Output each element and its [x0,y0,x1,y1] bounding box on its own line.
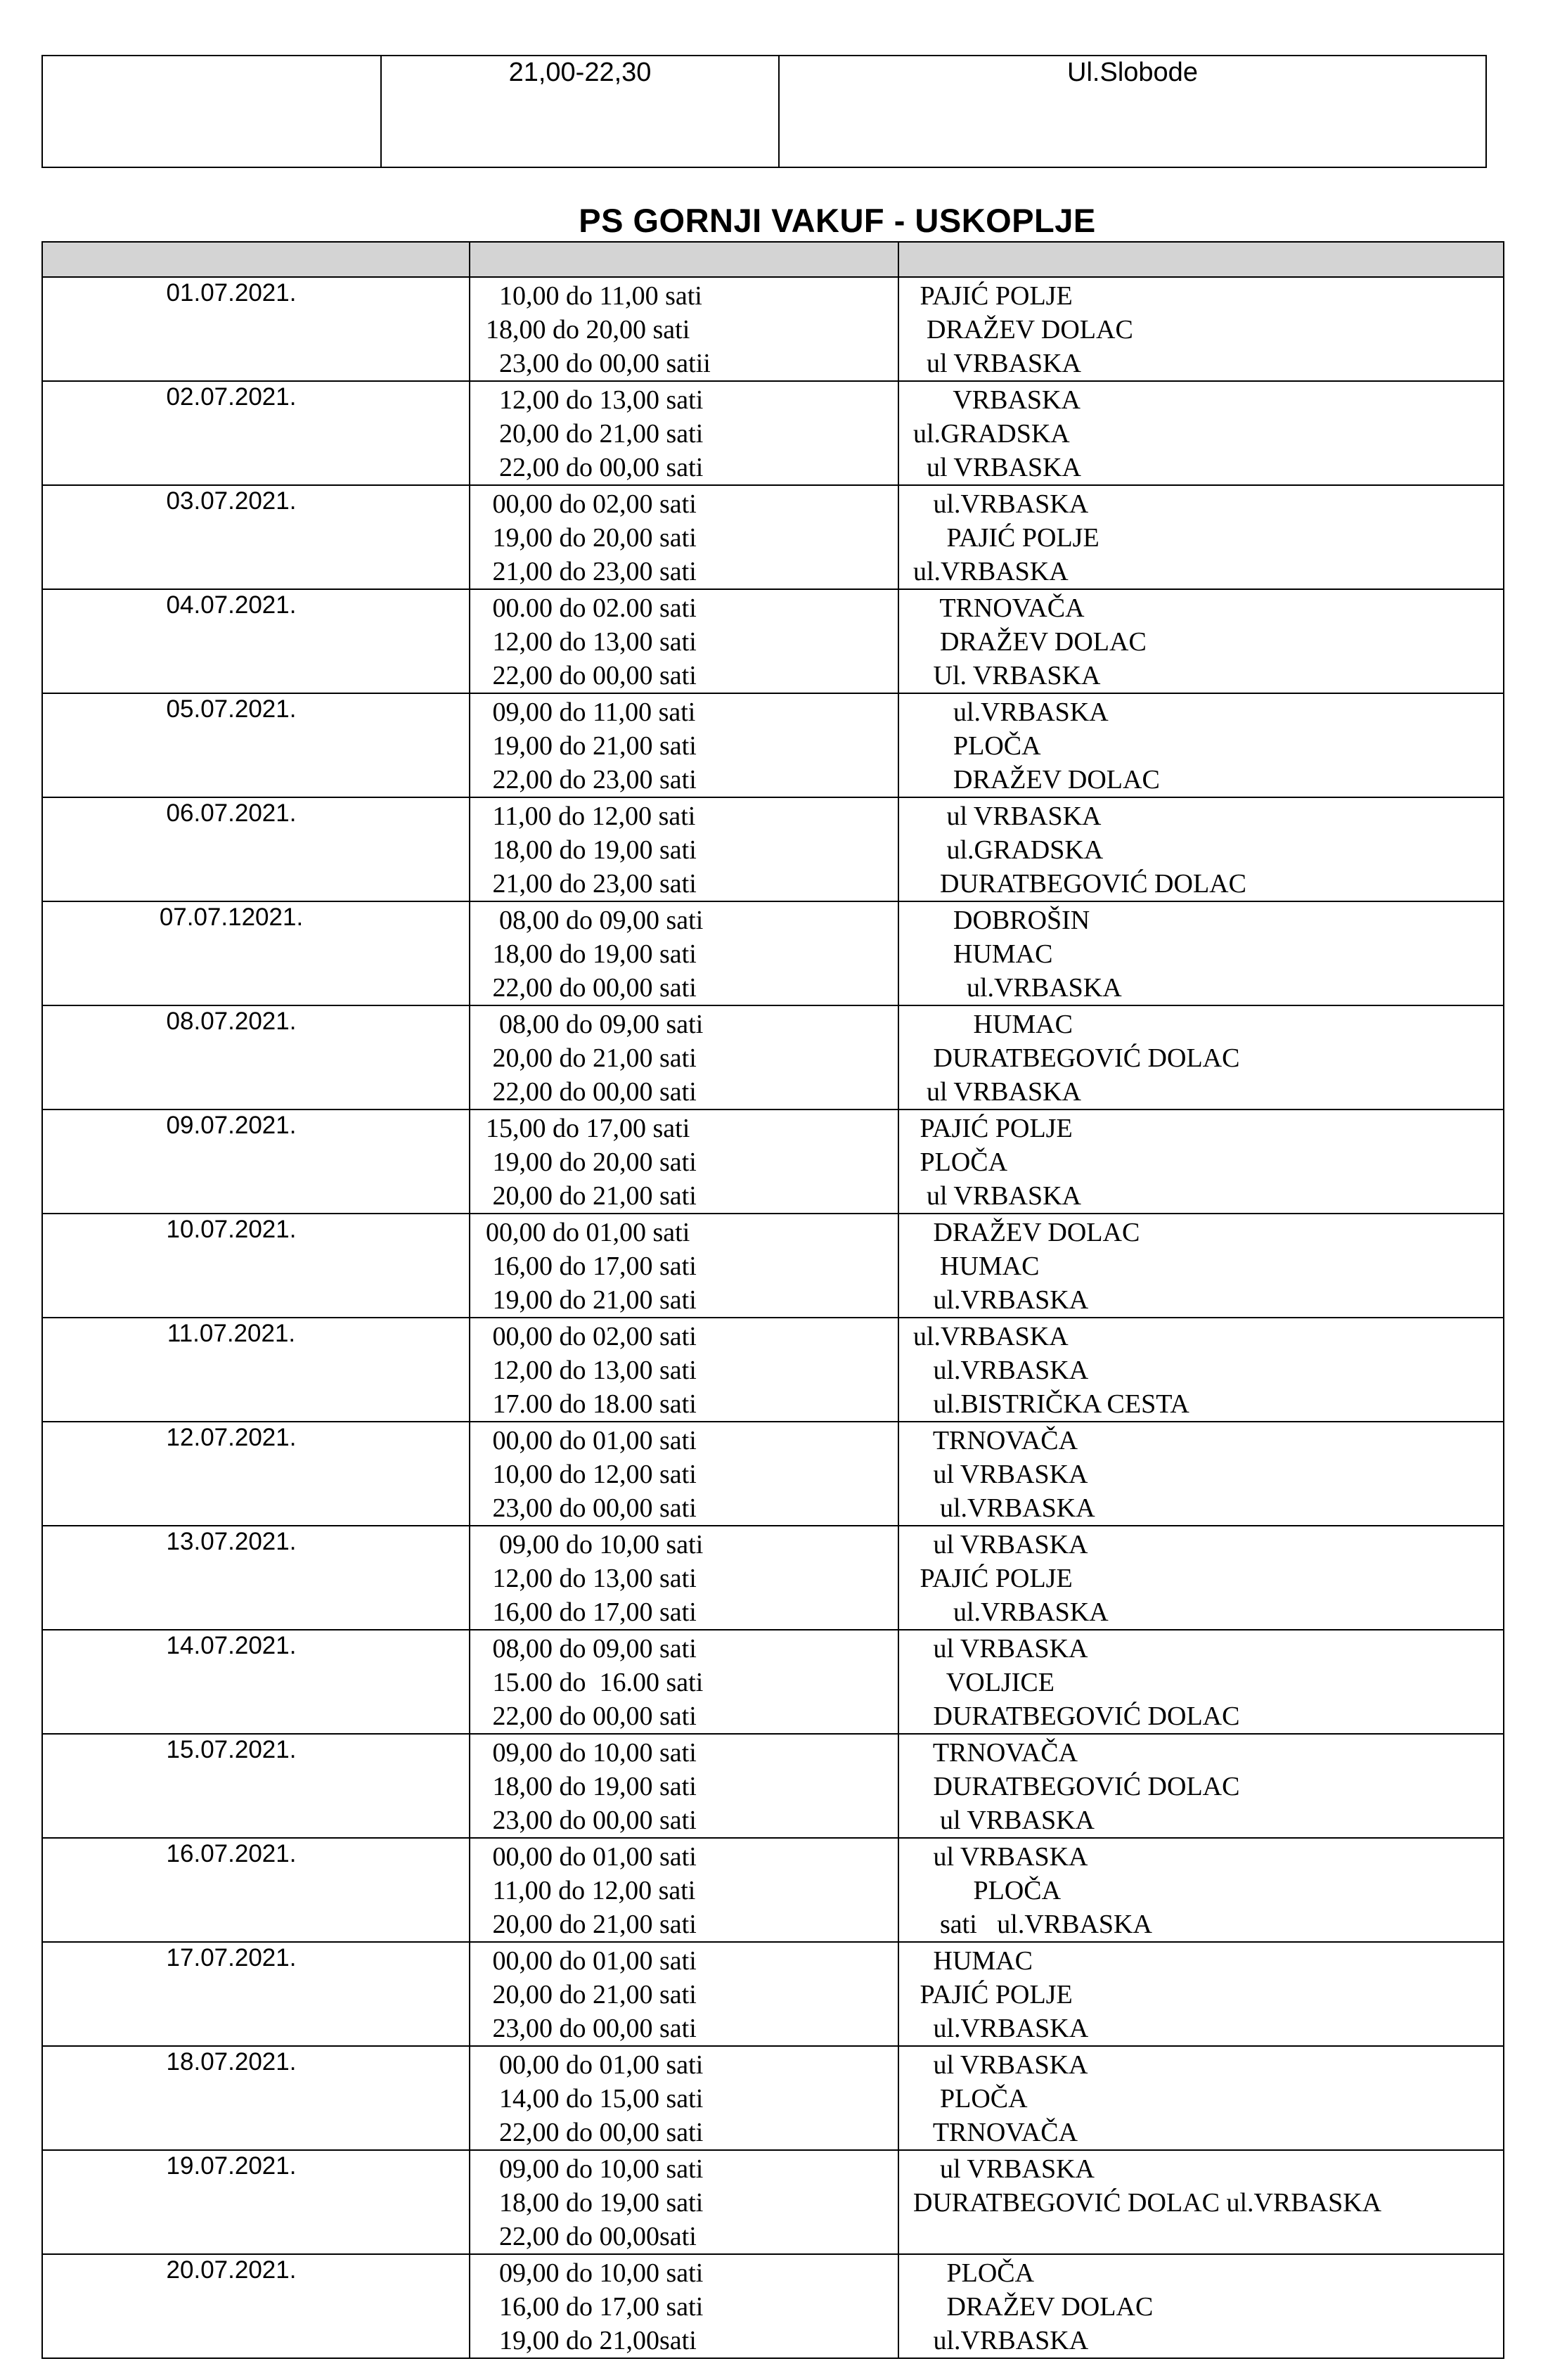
time-slot: 19,00 do 21,00 sati [486,1285,697,1315]
table-row [42,1942,1504,2046]
time-slot: 08,00 do 09,00 sati [486,1634,697,1664]
location-entry: ul.VRBASKA [913,1493,1095,1523]
time-cell [470,1838,898,1942]
location-entry: VOLJICE [913,1668,1054,1697]
time-cell [470,1109,898,1214]
time-slot: 09,00 do 10,00 sati [486,1738,697,1768]
time-cell [470,693,898,797]
location-cell [898,693,1504,797]
location-entry: ul VRBASKA [913,1077,1081,1107]
time-slot: 11,00 do 12,00 sati [486,802,696,831]
location-entry: ul VRBASKA [913,1634,1088,1664]
date-value: 17.07.2021. [166,1944,297,1971]
top-row-empty-cell [43,56,382,167]
location-entry: DURATBEGOVIĆ DOLAC [913,1043,1240,1073]
time-slot: 19,00 do 21,00sati [486,2326,697,2355]
location-entry: DRAŽEV DOLAC [913,1218,1140,1247]
time-cell [470,2150,898,2254]
time-slot: 00,00 do 02,00 sati [486,1322,697,1351]
date-cell [42,277,470,381]
location-entry: HUMAC [913,1010,1073,1039]
time-slot: 00,00 do 01,00 sati [486,1218,690,1247]
time-cell [470,1005,898,1109]
header-time [470,242,898,277]
table-row [42,901,1504,1005]
date-cell [42,1214,470,1318]
time-cell [470,1734,898,1838]
location-entry: TRNOVAČA [913,593,1085,623]
date-value: 20.07.2021. [166,2256,297,2284]
time-slot: 23,00 do 00,00 sati [486,1806,697,1835]
time-cell [470,1526,898,1630]
location-entry: sati ul.VRBASKA [913,1910,1152,1939]
time-slot: 22,00 do 00,00sati [486,2222,697,2251]
date-cell [42,485,470,589]
location-entry: DURATBEGOVIĆ DOLAC [913,1702,1240,1731]
header-date [42,242,470,277]
time-slot: 18,00 do 20,00 sati [486,315,690,345]
location-cell [898,1526,1504,1630]
date-value: 09.07.2021. [166,1112,297,1139]
location-cell [898,2254,1504,2358]
time-slot: 00,00 do 01,00 sati [486,1842,697,1872]
time-slot: 19,00 do 20,00 sati [486,523,697,553]
header-location [898,242,1504,277]
time-slot: 08,00 do 09,00 sati [486,906,704,935]
table-row [42,1422,1504,1526]
time-slot: 15.00 do 16.00 sati [486,1668,704,1697]
time-slot: 18,00 do 19,00 sati [486,2188,704,2218]
location-cell [898,1318,1504,1422]
location-entry: ul.VRBASKA [913,557,1069,586]
table-row [42,1318,1504,1422]
table-row [42,1526,1504,1630]
table-row [42,589,1504,693]
time-slot: 22,00 do 00,00 sati [486,1077,697,1107]
time-slot: 10,00 do 11,00 sati [486,281,702,311]
location-entry: ul.VRBASKA [913,1285,1089,1315]
date-cell [42,1005,470,1109]
time-slot: 17.00 do 18.00 sati [486,1389,697,1419]
date-cell [42,693,470,797]
location-entry: PAJIĆ POLJE [913,1564,1073,1593]
time-slot: 23,00 do 00,00 sati [486,1493,697,1523]
time-slot: 10,00 do 12,00 sati [486,1460,697,1489]
location-entry: ul.VRBASKA [913,1356,1089,1385]
location-entry: ul.VRBASKA [913,489,1089,519]
time-slot: 08,00 do 09,00 sati [486,1010,704,1039]
time-slot: 12,00 do 13,00 sati [486,627,697,657]
location-cell [898,1630,1504,1734]
location-cell [898,1838,1504,1942]
location-cell [898,485,1504,589]
time-cell [470,2046,898,2150]
location-entry: HUMAC [913,1946,1033,1976]
time-cell [470,1630,898,1734]
location-entry: ul.VRBASKA [913,973,1122,1003]
time-slot: 21,00 do 23,00 sati [486,869,697,899]
top-row-time-cell: 21,00-22,30 [382,56,780,167]
location-entry: DURATBEGOVIĆ DOLAC [913,1772,1240,1801]
date-value: 18.07.2021. [166,2048,297,2076]
time-slot: 09,00 do 11,00 sati [486,697,696,727]
location-entry: ul VRBASKA [913,2050,1088,2080]
date-value: 12.07.2021. [166,1424,297,1451]
table-row [42,1005,1504,1109]
location-entry: HUMAC [913,1252,1040,1281]
table-row [42,693,1504,797]
table-row [42,1214,1504,1318]
location-entry: ul VRBASKA [913,2154,1095,2184]
time-slot: 20,00 do 21,00 sati [486,1181,697,1211]
time-slot: 00,00 do 02,00 sati [486,489,697,519]
date-value: 03.07.2021. [166,487,297,515]
time-cell [470,797,898,901]
table-row [42,1838,1504,1942]
location-cell [898,381,1504,485]
time-slot: 15,00 do 17,00 sati [486,1114,690,1143]
time-slot: 12,00 do 13,00 sati [486,385,704,415]
location-entry: DRAŽEV DOLAC [913,315,1133,345]
time-slot: 22,00 do 00,00 sati [486,661,697,690]
table-row [42,485,1504,589]
location-cell [898,1942,1504,2046]
location-entry: ul.VRBASKA [913,1597,1109,1627]
location-entry: ul VRBASKA [913,453,1081,482]
location-entry: ul VRBASKA [913,349,1081,378]
time-cell [470,1214,898,1318]
location-entry: TRNOVAČA [913,1738,1078,1768]
time-slot: 00,00 do 01,00 sati [486,1426,697,1455]
location-entry: ul VRBASKA [913,1530,1088,1559]
location-entry: PLOČA [913,1876,1062,1905]
location-entry: PAJIĆ POLJE [913,281,1073,311]
previous-page-table-fragment [41,55,1487,168]
time-slot: 18,00 do 19,00 sati [486,939,697,969]
time-slot: 18,00 do 19,00 sati [486,1772,697,1801]
date-cell [42,1734,470,1838]
location-entry: DRAŽEV DOLAC [913,627,1147,657]
schedule-table [41,241,1504,2359]
time-slot: 16,00 do 17,00 sati [486,1597,697,1627]
time-cell [470,901,898,1005]
location-cell [898,2046,1504,2150]
location-entry: DURATBEGOVIĆ DOLAC ul.VRBASKA [913,2188,1382,2218]
location-entry: ul.VRBASKA [913,697,1109,727]
location-entry: PLOČA [913,731,1041,761]
top-row-location-cell: Ul.Slobode [1067,58,1198,87]
date-value: 10.07.2021. [166,1216,297,1243]
location-entry: PAJIĆ POLJE [913,1980,1073,2009]
date-value: 19.07.2021. [166,2152,297,2180]
location-entry: PAJIĆ POLJE [913,523,1099,553]
date-value: 13.07.2021. [166,1528,297,1555]
time-slot: 12,00 do 13,00 sati [486,1356,697,1385]
time-slot: 14,00 do 15,00 sati [486,2084,704,2114]
location-entry: TRNOVAČA [913,1426,1078,1455]
date-cell [42,2046,470,2150]
location-entry: ul VRBASKA [913,1806,1095,1835]
date-cell [42,901,470,1005]
date-cell [42,1318,470,1422]
page-title: PS GORNJI VAKUF - USKOPLJE [579,202,1096,239]
location-entry: Ul. VRBASKA [913,661,1101,690]
time-slot: 11,00 do 12,00 sati [486,1876,696,1905]
date-cell [42,1422,470,1526]
time-slot: 22,00 do 00,00 sati [486,453,704,482]
table-row [42,2254,1504,2358]
time-cell [470,1422,898,1526]
location-entry: TRNOVAČA [913,2118,1078,2147]
date-value: 05.07.2021. [166,695,297,723]
date-value: 08.07.2021. [166,1008,297,1035]
location-entry: ul.VRBASKA [913,1322,1069,1351]
location-entry: DOBROŠIN [913,906,1090,935]
table-row [42,2150,1504,2254]
table-row [42,381,1504,485]
time-slot: 09,00 do 10,00 sati [486,2258,704,2288]
date-cell [42,589,470,693]
time-slot: 18,00 do 19,00 sati [486,835,697,865]
time-slot: 22,00 do 00,00 sati [486,973,697,1003]
time-slot: 09,00 do 10,00 sati [486,2154,704,2184]
time-slot: 00,00 do 01,00 sati [486,1946,697,1976]
location-cell [898,1734,1504,1838]
time-slot: 19,00 do 20,00 sati [486,1147,697,1177]
date-value: 02.07.2021. [166,383,297,411]
location-cell [898,277,1504,381]
location-cell [898,1109,1504,1214]
time-slot: 22,00 do 00,00 sati [486,1702,697,1731]
location-cell [898,1214,1504,1318]
schedule-body [42,277,1504,2358]
time-slot: 20,00 do 21,00 sati [486,1043,697,1073]
time-slot: 00,00 do 01,00 sati [486,2050,704,2080]
table-row [42,1734,1504,1838]
time-slot: 16,00 do 17,00 sati [486,1252,697,1281]
location-entry: ul.BISTRIČKA CESTA [913,1389,1189,1419]
time-slot: 16,00 do 17,00 sati [486,2292,704,2322]
date-cell [42,1838,470,1942]
time-slot: 19,00 do 21,00 sati [486,731,697,761]
table-row [42,2046,1504,2150]
location-entry: PLOČA [913,1147,1008,1177]
time-slot: 20,00 do 21,00 sati [486,1980,697,2009]
time-slot: 22,00 do 00,00 sati [486,2118,704,2147]
location-cell [898,901,1504,1005]
time-cell [470,277,898,381]
time-cell [470,2254,898,2358]
date-value: 11.07.2021. [167,1320,296,1347]
location-entry: DURATBEGOVIĆ DOLAC [913,869,1246,899]
time-slot: 21,00 do 23,00 sati [486,557,697,586]
table-row [42,797,1504,901]
location-entry: PLOČA [913,2258,1035,2288]
location-entry: ul VRBASKA [913,1181,1081,1211]
location-entry: ul VRBASKA [913,802,1102,831]
time-slot: 20,00 do 21,00 sati [486,1910,697,1939]
time-cell [470,589,898,693]
date-value: 15.07.2021. [166,1736,297,1763]
table-row [42,1109,1504,1214]
date-value: 16.07.2021. [166,1840,297,1867]
location-entry: ul VRBASKA [913,1460,1088,1489]
time-slot: 22,00 do 23,00 sati [486,765,697,795]
time-slot: 23,00 do 00,00 sati [486,2014,697,2043]
location-cell [898,1005,1504,1109]
table-row [42,277,1504,381]
location-entry: ul VRBASKA [913,1842,1088,1872]
time-slot: 12,00 do 13,00 sati [486,1564,697,1593]
location-entry: DRAŽEV DOLAC [913,765,1160,795]
location-entry: HUMAC [913,939,1053,969]
location-entry: ul.VRBASKA [913,2326,1089,2355]
location-cell [898,797,1504,901]
time-slot: 23,00 do 00,00 satii [486,349,711,378]
location-entry: ul.GRADSKA [913,419,1070,449]
date-cell [42,2254,470,2358]
location-entry: VRBASKA [913,385,1081,415]
date-cell [42,2150,470,2254]
date-value: 07.07.12021. [159,903,304,931]
date-cell [42,381,470,485]
date-value: 06.07.2021. [166,799,297,827]
location-cell [898,1422,1504,1526]
location-cell [898,589,1504,693]
location-entry: PAJIĆ POLJE [913,1114,1073,1143]
time-slot: 20,00 do 21,00 sati [486,419,704,449]
table-header-row [42,242,1504,277]
location-entry: ul.GRADSKA [913,835,1104,865]
table-row [42,1630,1504,1734]
date-cell [42,1630,470,1734]
date-value: 04.07.2021. [166,591,297,619]
time-cell [470,381,898,485]
date-value: 14.07.2021. [166,1632,297,1659]
time-cell [470,485,898,589]
time-cell [470,1318,898,1422]
location-entry: PLOČA [913,2084,1028,2114]
date-cell [42,1109,470,1214]
date-cell [42,1526,470,1630]
date-cell [42,1942,470,2046]
time-cell [470,1942,898,2046]
location-entry: ul.VRBASKA [913,2014,1089,2043]
time-slot: 00.00 do 02.00 sati [486,593,697,623]
location-entry: DRAŽEV DOLAC [913,2292,1154,2322]
time-slot: 09,00 do 10,00 sati [486,1530,704,1559]
date-value: 01.07.2021. [166,279,297,307]
date-cell [42,797,470,901]
location-cell [898,2150,1504,2254]
